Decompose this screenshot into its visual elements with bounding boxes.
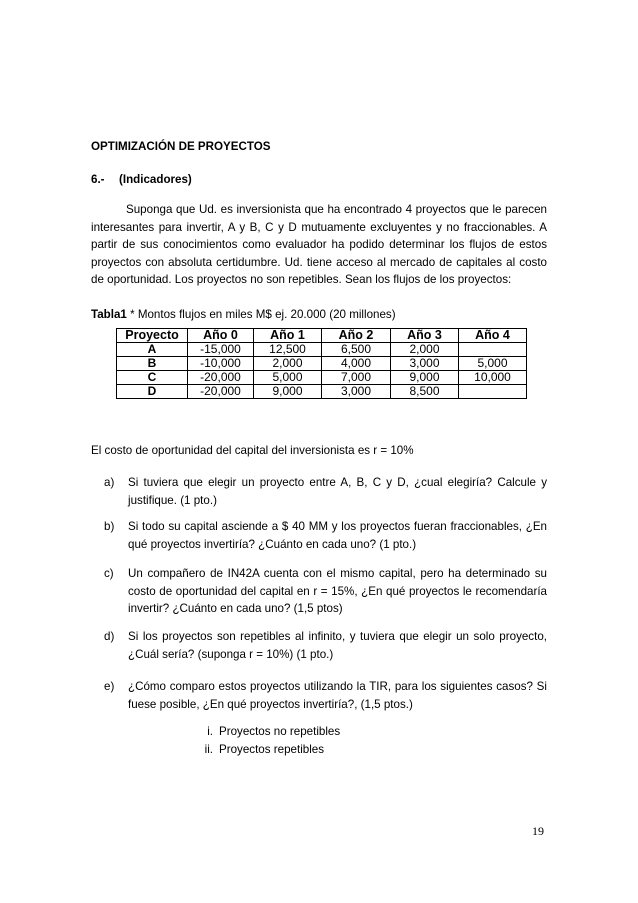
- table-row: [117, 385, 527, 399]
- page-number: 19: [532, 824, 544, 838]
- table-cell: 4,000: [322, 357, 391, 371]
- table-cell: -20,000: [188, 371, 254, 385]
- sub-list-text: Proyectos no repetibles: [219, 725, 341, 738]
- table-cell: 6,500: [322, 343, 391, 357]
- sub-list-item: [180, 725, 340, 738]
- question-label: d): [104, 630, 115, 643]
- table-cell: -10,000: [188, 357, 254, 371]
- table-cell: 5,000: [254, 371, 322, 385]
- sub-list-label: ii.: [204, 743, 213, 756]
- question-label: a): [104, 476, 115, 489]
- table-caption-label: Tabla1: [91, 308, 127, 321]
- table-cell: B: [117, 357, 188, 371]
- table-cell: A: [117, 343, 188, 357]
- intro-paragraph: Suponga que Ud. es inversionista que ha encontrado 4 proyectos que le parecen interesantes para invertir, A y B, C y D mutuamente excluyentes y no fraccionables. A partir de sus conocimientos como evaluador ha podido determinar los flujos de estos proyectos con absoluta certidumbre. Ud. tiene acceso al mercado de capitales al costo de oportunidad. Los proyectos no son repetibles. Sean los flujos de los proyectos:: [91, 203, 547, 286]
- table-cell: -15,000: [188, 343, 254, 357]
- table-cell: [459, 343, 527, 357]
- question-text: Si todo su capital asciende a $ 40 MM y los proyectos fueran fraccionables, ¿En qué proyectos invertiría? ¿Cuánto en cada uno? (1 pto.): [128, 520, 547, 551]
- page-title: OPTIMIZACIÓN DE PROYECTOS: [91, 140, 271, 153]
- table-cell: 10,000: [459, 371, 527, 385]
- table-row: [117, 343, 527, 357]
- table-caption-text: * Montos flujos en miles M$ ej. 20.000 (20 millones): [126, 308, 396, 321]
- table-header-cell: Proyecto: [117, 329, 188, 343]
- table-cell: 2,000: [254, 357, 322, 371]
- table-cell: 8,500: [391, 385, 459, 399]
- section-number: 6.-: [91, 173, 105, 186]
- question-label: c): [104, 567, 114, 580]
- table-row: [117, 357, 527, 371]
- table-row: [117, 371, 527, 385]
- table-cell: 12,500: [254, 343, 322, 357]
- table-cell: 3,000: [322, 385, 391, 399]
- table-header-cell: Año 2: [322, 329, 391, 343]
- question-item: [91, 518, 547, 553]
- table-caption: [91, 308, 396, 321]
- table-header-cell: Año 0: [188, 329, 254, 343]
- table-cell: D: [117, 385, 188, 399]
- table-cell: 9,000: [254, 385, 322, 399]
- section-title: (Indicadores): [119, 173, 192, 186]
- sub-list-item: [180, 743, 324, 756]
- table-cell: 9,000: [391, 371, 459, 385]
- table-cell: C: [117, 371, 188, 385]
- question-text: Si tuviera que elegir un proyecto entre A, B, C y D, ¿cual elegiría? Calcule y justifique. (1 pto.): [128, 476, 547, 507]
- question-label: e): [104, 680, 115, 693]
- section-header: [91, 173, 192, 186]
- question-label: b): [104, 520, 115, 533]
- table-cell: [459, 385, 527, 399]
- sub-list-label: i.: [207, 725, 213, 738]
- table-header-cell: Año 1: [254, 329, 322, 343]
- question-item: [91, 474, 547, 509]
- cost-statement: El costo de oportunidad del capital del inversionista es r = 10%: [91, 444, 414, 457]
- table-header-row: [117, 329, 527, 343]
- table-cell: 2,000: [391, 343, 459, 357]
- table-cell: 3,000: [391, 357, 459, 371]
- table-cell: 7,000: [322, 371, 391, 385]
- question-item: [91, 628, 547, 663]
- question-item: [91, 565, 547, 618]
- cash-flows-table: [116, 328, 527, 399]
- question-text: Si los proyectos son repetibles al infinito, y tuviera que elegir un solo proyecto, ¿Cuál sería? (suponga r = 10%) (1 pto.): [128, 630, 547, 661]
- sub-list-text: Proyectos repetibles: [219, 743, 325, 756]
- table-cell: -20,000: [188, 385, 254, 399]
- question-text: Un compañero de IN42A cuenta con el mismo capital, pero ha determinado su costo de oportunidad del capital en r = 15%, ¿En qué proyectos le recomendaría invertir? ¿Cuánto en cada uno? (1,5 ptos): [128, 567, 547, 615]
- table-header-cell: Año 3: [391, 329, 459, 343]
- table-header-cell: Año 4: [459, 329, 527, 343]
- question-text: ¿Cómo comparo estos proyectos utilizando la TIR, para los siguientes casos? Si fuese posible, ¿En qué proyectos invertiría?, (1,5 ptos.): [128, 680, 547, 711]
- question-item: [91, 678, 547, 713]
- table-cell: 5,000: [459, 357, 527, 371]
